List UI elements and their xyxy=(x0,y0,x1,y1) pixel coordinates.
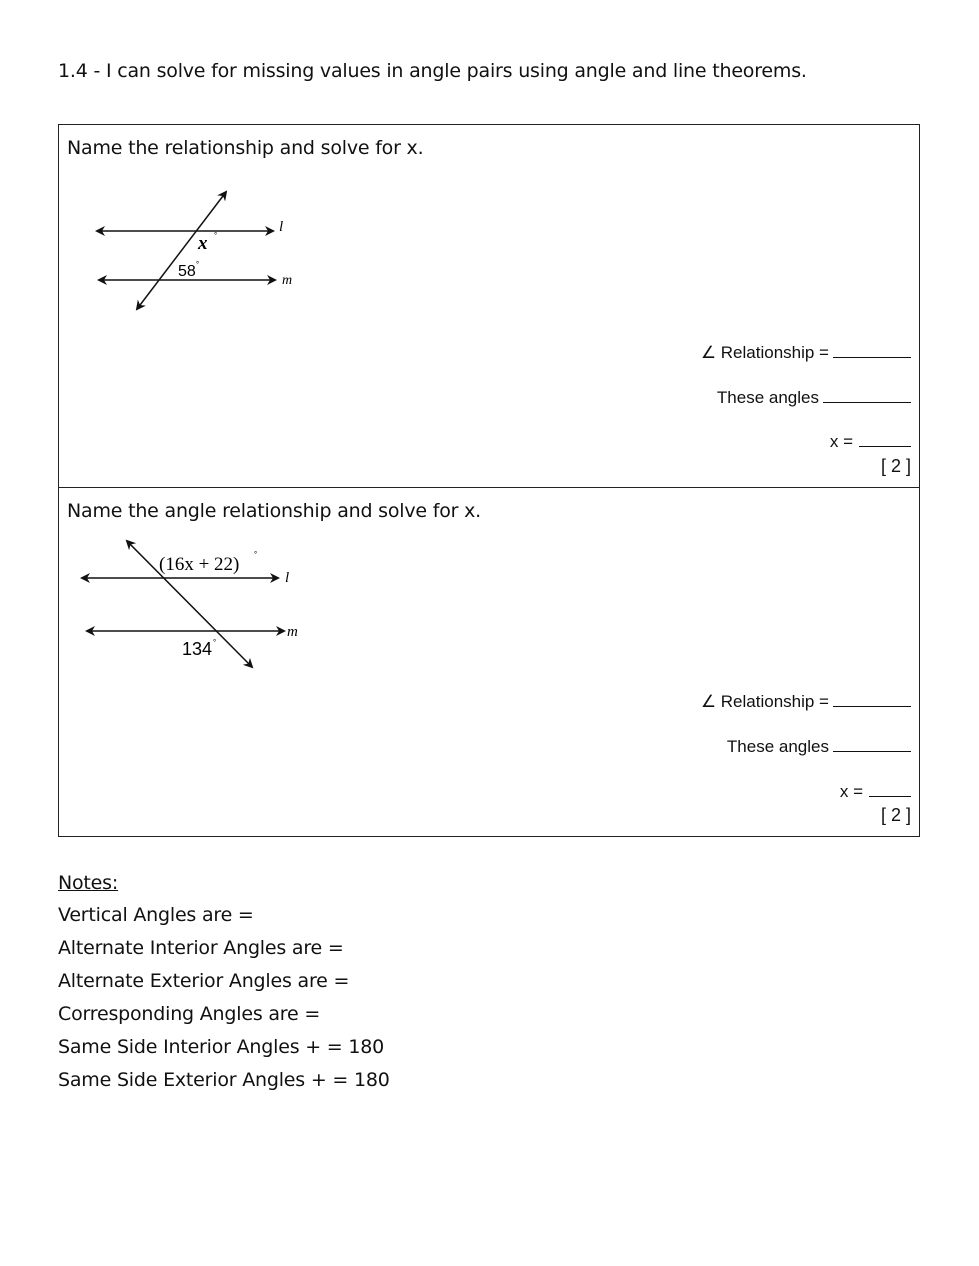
x-blank[interactable] xyxy=(869,782,911,797)
question-1 xyxy=(58,124,920,488)
line-l-label: l xyxy=(279,219,284,235)
these-angles-answer xyxy=(717,388,911,408)
note-item: Same Side Interior Angles + = 180 xyxy=(58,1036,385,1058)
points-value: [ 2 ] xyxy=(880,805,911,825)
question-2 xyxy=(58,487,920,837)
line-m-label: m xyxy=(282,273,293,288)
angle-x-label: x xyxy=(198,233,208,254)
degree-mark: ° xyxy=(214,231,218,240)
x-label: x = xyxy=(839,782,863,801)
question-2-prompt: Name the angle relationship and solve for x. xyxy=(67,500,481,522)
angle-58-label: 58 xyxy=(178,263,196,280)
question-1-diagram xyxy=(89,185,339,315)
transversal xyxy=(137,192,226,309)
question-2-diagram xyxy=(79,536,329,671)
x-blank[interactable] xyxy=(859,432,911,447)
note-item: Corresponding Angles are = xyxy=(58,1003,321,1025)
notes-title: Notes: xyxy=(58,872,119,894)
these-angles-label: These angles xyxy=(716,388,819,407)
relationship-label: ∠ Relationship = xyxy=(700,692,829,711)
these-angles-answer xyxy=(727,737,911,757)
these-angles-blank[interactable] xyxy=(823,388,911,403)
notes-section xyxy=(58,872,390,1101)
relationship-label: ∠ Relationship = xyxy=(700,343,829,362)
these-angles-blank[interactable] xyxy=(833,737,911,752)
page-heading: 1.4 - I can solve for missing values in angle pairs using angle and line theorems. xyxy=(58,60,807,82)
question-1-prompt: Name the relationship and solve for x. xyxy=(67,137,424,159)
these-angles-label: These angles xyxy=(726,737,829,756)
relationship-answer xyxy=(701,692,911,712)
x-label: x = xyxy=(829,432,853,451)
note-item: Same Side Exterior Angles + = 180 xyxy=(58,1069,390,1091)
note-item: Alternate Exterior Angles are = xyxy=(58,970,350,992)
relationship-blank[interactable] xyxy=(833,343,911,358)
note-item: Alternate Interior Angles are = xyxy=(58,937,344,959)
note-item: Vertical Angles are = xyxy=(58,904,254,926)
x-answer xyxy=(840,782,911,802)
degree-mark: ° xyxy=(196,260,200,269)
relationship-blank[interactable] xyxy=(833,692,911,707)
points-value: [ 2 ] xyxy=(880,456,911,476)
line-l-label: l xyxy=(285,570,290,586)
x-answer xyxy=(830,432,911,452)
degree-mark: ° xyxy=(213,638,217,647)
degree-mark: ° xyxy=(254,550,258,559)
angle-134-label: 134 xyxy=(182,639,213,659)
line-m-label: m xyxy=(287,624,298,640)
angle-expression-label: (16x + 22) xyxy=(159,554,240,575)
relationship-answer xyxy=(701,343,911,363)
